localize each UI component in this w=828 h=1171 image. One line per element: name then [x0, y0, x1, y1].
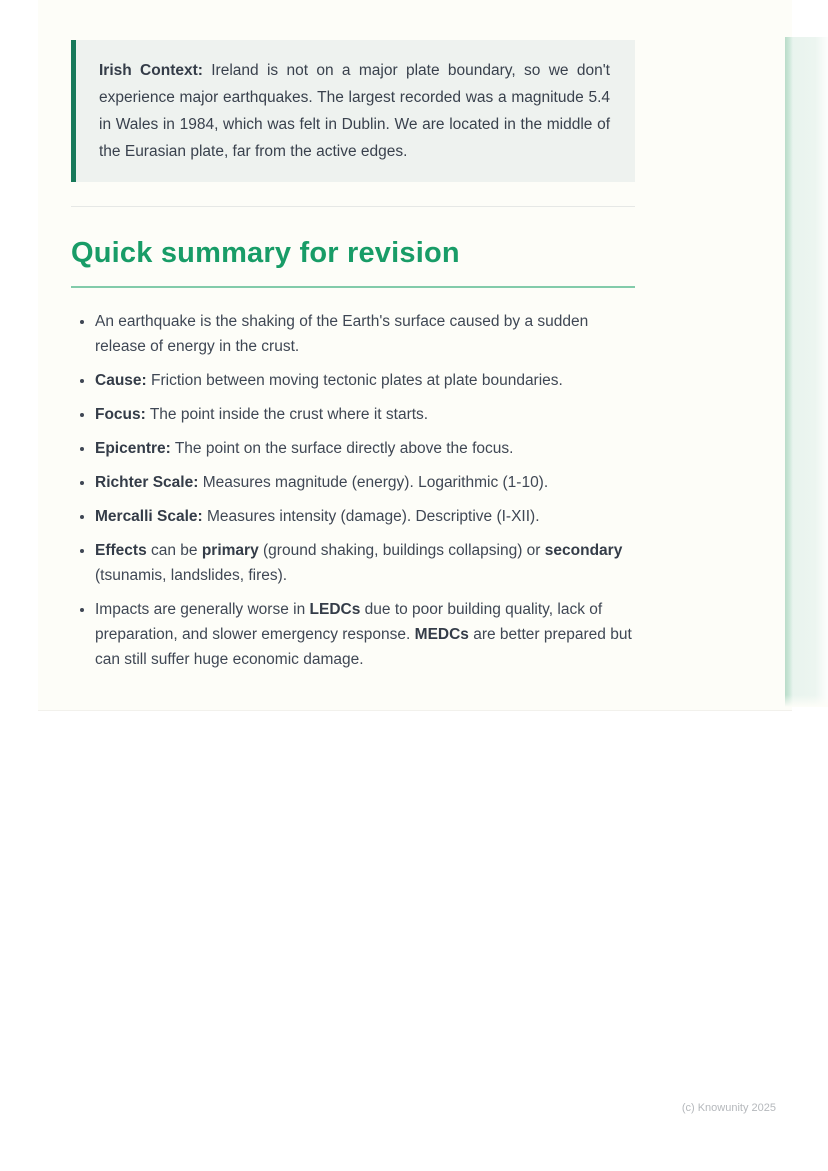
list-term: Epicentre:	[95, 440, 171, 457]
list-term: MEDCs	[414, 626, 469, 643]
list-text: (ground shaking, buildings collapsing) or	[258, 542, 545, 559]
list-text: are better prepared but can still suffer huge economic damage.	[95, 626, 632, 668]
list-item-richter-scale	[95, 470, 635, 495]
list-text: Impacts are generally worse in	[95, 601, 310, 618]
list-term: LEDCs	[309, 601, 361, 618]
list-term: Effects	[95, 542, 147, 559]
page-content	[71, 40, 635, 681]
list-term: secondary	[544, 542, 623, 559]
list-item-focus	[95, 402, 635, 427]
copyright-footer: (c) Knowunity 2025	[681, 1102, 776, 1114]
list-item-epicentre	[95, 436, 635, 461]
irish-context-callout	[71, 40, 635, 182]
summary-list	[71, 309, 635, 672]
list-text: An earthquake is the shaking of the Earth's surface caused by a sudden release of energy in the crust.	[95, 313, 589, 355]
list-text: The point inside the crust where it starts.	[145, 406, 429, 423]
list-text: The point on the surface directly above the focus.	[170, 440, 514, 457]
list-term: Mercalli Scale:	[95, 508, 203, 525]
section-heading: Quick summary for revision	[71, 233, 635, 288]
callout-body: Ireland is not on a major plate boundary, so we don't experience major earthquakes. The largest recorded was a magnitude 5.4 in Wales in 1984, which was felt in Dublin. We are located in the middle of the Eurasian plate, far from the active edges.	[99, 62, 610, 160]
list-item-cause	[95, 368, 635, 393]
list-text: Friction between moving tectonic plates at plate boundaries.	[146, 372, 563, 389]
callout-text	[99, 57, 610, 165]
list-text: Measures magnitude (energy). Logarithmic (1-10).	[198, 474, 549, 491]
list-term: Focus:	[95, 406, 146, 423]
list-text: (tsunamis, landslides, fires).	[95, 567, 288, 584]
list-item-mercalli-scale	[95, 504, 635, 529]
list-term: Richter Scale:	[95, 474, 199, 491]
callout-label: Irish Context:	[99, 62, 203, 79]
list-item-definition	[95, 309, 635, 359]
list-item-impacts	[95, 597, 635, 672]
list-text: Measures intensity (damage). Descriptive (I-XII).	[202, 508, 540, 525]
list-item-effects	[95, 538, 635, 588]
list-term: primary	[201, 542, 259, 559]
list-text: due to poor building quality, lack of preparation, and slower emergency response.	[95, 601, 603, 643]
section-divider	[71, 206, 635, 207]
page-edge-accent-strip	[785, 37, 828, 707]
list-term: Cause:	[95, 372, 147, 389]
list-text: can be	[146, 542, 202, 559]
